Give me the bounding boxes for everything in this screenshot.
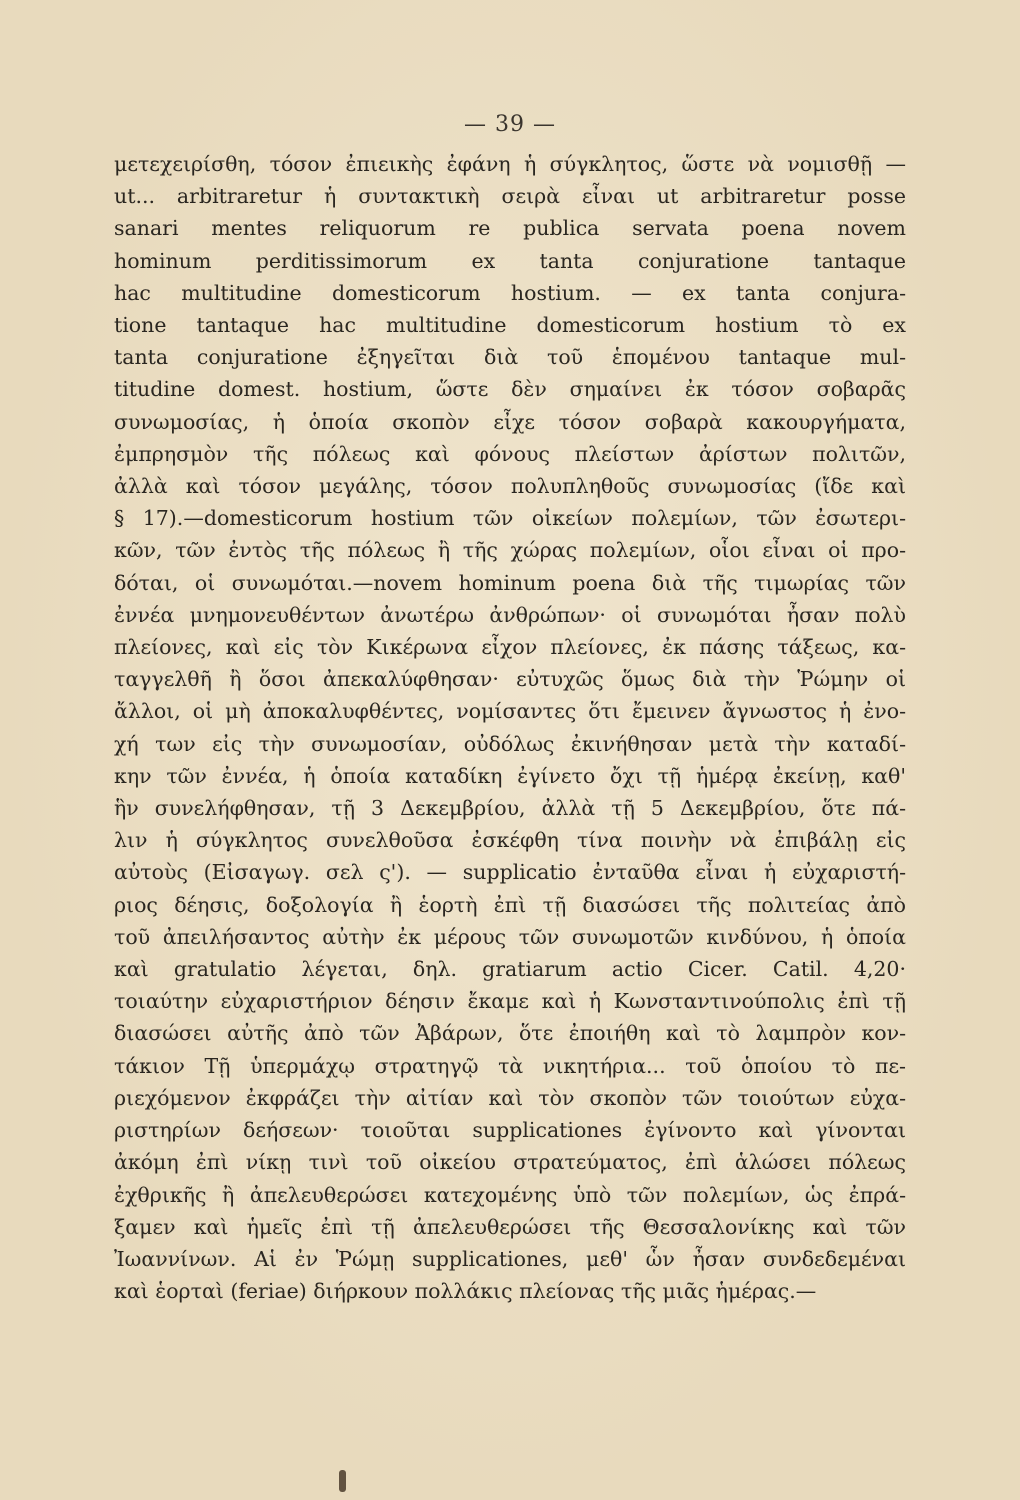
text-line: συνωμοσίας, ἡ ὁποία σκοπὸν εἶχε τόσον σοβαρὰ κακουργήματα, [114, 409, 906, 434]
text-line: tione tantaque hac multitudine domesticorum hostium τὸ ex [114, 313, 906, 338]
text-line: ut... arbitraretur ἡ συντακτικὴ σειρὰ εἶναι ut arbitraretur posse [114, 184, 906, 209]
text-line: ξαμεν καὶ ἡμεῖς ἐπὶ τῇ ἀπελευθερώσει τῆς Θεσσαλονίκης καὶ τῶν [114, 1214, 906, 1239]
text-line: ἀλλὰ καὶ τόσον μεγάλης, τόσον πολυπληθοῦς συνωμοσίας (ἴδε καὶ [114, 474, 906, 499]
body-text [114, 148, 906, 1307]
text-line: κην τῶν ἐννέα, ἡ ὁποία καταδίκη ἐγίνετο ὄχι τῇ ἡμέρᾳ ἐκείνῃ, καθ' [114, 763, 906, 788]
text-line: hominum perditissimorum ex tanta conjuratione tantaque [114, 248, 906, 273]
ink-mark [339, 1470, 346, 1492]
text-line: δόται, οἱ συνωμόται.—novem hominum poena διὰ τῆς τιμωρίας τῶν [114, 570, 906, 595]
text-line: καὶ ἑορταὶ (feriae) διήρκουν πολλάκις πλείονας τῆς μιᾶς ἡμέρας.— [114, 1279, 817, 1304]
page-number: — 39 — [464, 112, 556, 137]
text-line: μετεχειρίσθη, τόσον ἐπιεικὴς ἐφάνη ἡ σύγκλητος, ὥστε νὰ νομισθῇ — [114, 152, 906, 176]
text-line: πλείονες, καὶ εἰς τὸν Κικέρωνα εἶχον πλείονες, ἐκ πάσης τάξεως, κα- [114, 635, 906, 660]
text-line: τοιαύτην εὐχαριστήριον δέησιν ἔκαμε καὶ ἡ Κωνσταντινούπολις ἐπὶ τῇ [114, 989, 906, 1014]
text-line: Ἰωαννίνων. Αἱ ἐν Ῥώμῃ supplicationes, μεθ' ὧν ἦσαν συνδεδεμέναι [114, 1246, 906, 1271]
text-line: titudine domest. hostium, ὥστε δὲν σημαίνει ἐκ τόσον σοβαρᾶς [114, 377, 906, 402]
text-line: διασώσει αὐτῆς ἀπὸ τῶν Ἀβάρων, ὅτε ἐποιήθη καὶ τὸ λαμπρὸν κον- [114, 1021, 906, 1046]
text-line: ἐχθρικῆς ἢ ἀπελευθερώσει κατεχομένης ὑπὸ τῶν πολεμίων, ὡς ἐπρά- [114, 1182, 906, 1207]
text-line: ριος δέησις, δοξολογία ἢ ἑορτὴ ἐπὶ τῇ διασώσει τῆς πολιτείας ἀπὸ [114, 892, 906, 917]
text-line: § 17).—domesticorum hostium τῶν οἰκείων πολεμίων, τῶν ἐσωτερι- [114, 506, 906, 531]
text-line: κῶν, τῶν ἐντὸς τῆς πόλεως ἢ τῆς χώρας πολεμίων, οἷοι εἶναι οἱ προ- [114, 538, 906, 563]
text-line: ταγγελθῆ ἢ ὅσοι ἀπεκαλύφθησαν· εὐτυχῶς ὅμως διὰ τὴν Ῥώμην οἱ [114, 667, 906, 692]
text-line: ἀκόμη ἐπὶ νίκῃ τινὶ τοῦ οἰκείου στρατεύματος, ἐπὶ ἁλώσει πόλεως [114, 1150, 906, 1175]
text-line: ριεχόμενον ἐκφράζει τὴν αἰτίαν καὶ τὸν σκοπὸν τῶν τοιούτων εὐχα- [114, 1085, 906, 1110]
text-line: hac multitudine domesticorum hostium. — ex tanta conjura- [114, 280, 906, 305]
text-line: αὐτοὺς (Εἰσαγωγ. σελ ς'). — supplicatio ἐνταῦθα εἶναι ἡ εὐχαριστή- [114, 860, 906, 885]
text-line: καὶ gratulatio λέγεται, δηλ. gratiarum actio Cicer. Catil. 4,20· [114, 957, 906, 982]
text-line: ἄλλοι, οἱ μὴ ἀποκαλυφθέντες, νομίσαντες ὅτι ἔμεινεν ἄγνωστος ἡ ἐνο- [114, 699, 906, 724]
text-line: ἣν συνελήφθησαν, τῇ 3 Δεκεμβρίου, ἀλλὰ τῇ 5 Δεκεμβρίου, ὅτε πά- [114, 796, 906, 821]
text-line: χή των εἰς τὴν συνωμοσίαν, οὐδόλως ἐκινήθησαν μετὰ τὴν καταδί- [114, 731, 906, 756]
text-line: τάκιον Τῇ ὑπερμάχῳ στρατηγῷ τὰ νικητήρια... τοῦ ὁποίου τὸ πε- [114, 1053, 906, 1078]
text-line: ἐννέα μνημονευθέντων ἀνωτέρω ἀνθρώπων· οἱ συνωμόται ἦσαν πολὺ [114, 602, 906, 627]
text-line: λιν ἡ σύγκλητος συνελθοῦσα ἐσκέφθη τίνα ποινὴν νὰ ἐπιβάλῃ εἰς [114, 828, 906, 853]
text-line: sanari mentes reliquorum re publica servata poena novem [114, 216, 906, 241]
text-line: ριστηρίων δεήσεων· τοιοῦται supplicationes ἐγίνοντο καὶ γίνονται [114, 1118, 906, 1143]
text-line: tanta conjuratione ἐξηγεῖται διὰ τοῦ ἑπομένου tantaque mul- [114, 345, 906, 370]
text-line: τοῦ ἀπειλήσαντος αὐτὴν ἐκ μέρους τῶν συνωμοτῶν κινδύνου, ἡ ὁποία [114, 924, 906, 949]
text-line: ἐμπρησμὸν τῆς πόλεως καὶ φόνους πλείστων ἀρίστων πολιτῶν, [114, 441, 906, 466]
